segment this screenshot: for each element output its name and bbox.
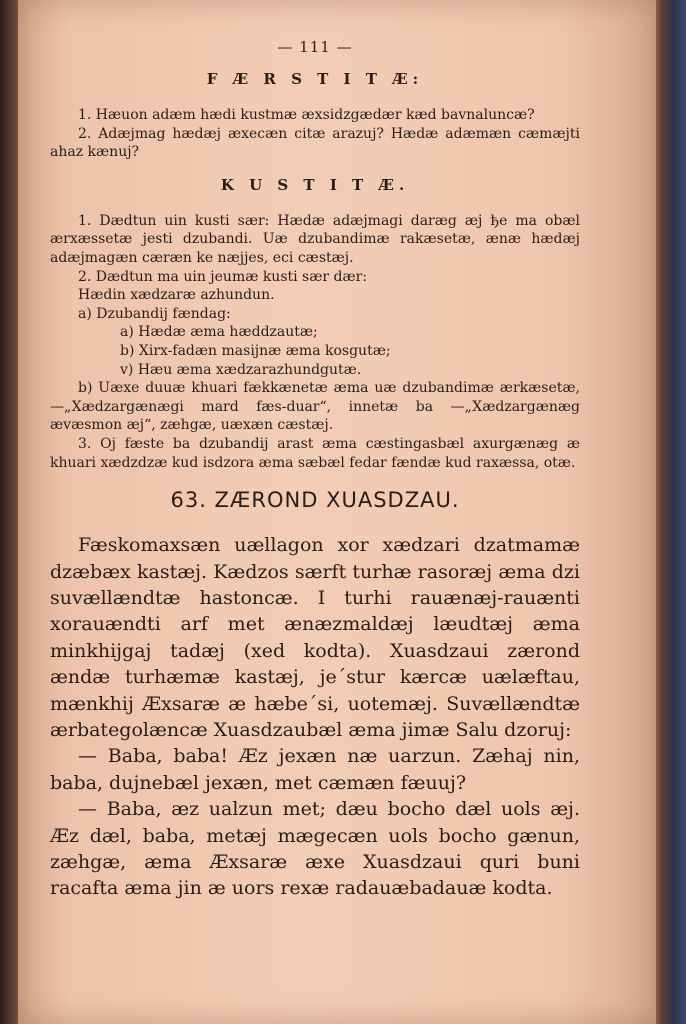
questions-list — [50, 106, 580, 162]
question-1: 1. Hæuon adæm hædi kustmæ æxsidzgædær kæd bavnaluncæ? — [78, 107, 535, 123]
section-title-questions: F Æ R S T I T Æ: — [206, 70, 424, 88]
chapter-text — [50, 532, 580, 902]
chapter-paragraph: — Baba, baba! Æz jexæn næ uarzun. Zæhaj nin, baba, dujnebæl jexæn, met cæmæn fæuuj? — [50, 745, 580, 794]
task-1: 1. Dædtun uin kusti sær: Hædæ adæjmagi daræg æj ђe ma obæl ærxæssetæ jesti dzubandi. Uæ dzubandimæ rakæsetæ, ænæ hædæj adæjmagæn cæræn ke næjjes, eci cæstæj. — [50, 212, 580, 266]
task-2-topic: Hædin xædzaræ azhundun. — [78, 287, 275, 304]
chapter-title: 63. ZÆROND XUASDZAU. — [170, 488, 460, 513]
chapter-paragraph: — Baba, æz ualzun met; dæu bocho dæl uols æj. Æz dæl, baba, metæj mægecæn uols bocho gænun, zæhgæ, æma Æxsaræ æxe Xuasdzaui quri buni racafta æma jin æ uors rexæ radauæbadauæ kodta. — [50, 798, 580, 900]
task-3: 3. Oj fæste ba dzubandij arast æma cæstingasbæl axurgænæg æ khuari xædzdzæ kud isdzora æma sæbæl fedar fændæ kud raxæssa, otæ. — [50, 435, 580, 471]
task-2-a-item: a) Hædæ æma hæddzautæ; — [120, 324, 318, 341]
task-2-a-item: v) Hæu æma xædzarazhundgutæ. — [120, 361, 362, 378]
task-2-a: a) Dzubandij fændag: — [78, 305, 231, 322]
book-page — [18, 0, 656, 1024]
section-title-tasks: K U S T I T Æ. — [220, 175, 410, 194]
task-2-intro: 2. Dædtun ma uin jeumæ kusti sær dær: — [78, 268, 368, 285]
task-2-b: b) Uæxe duuæ khuari fækkænetæ æma uæ dzubandimæ ærkæsetæ, —„Xædzargænægi mard fæs-duar“, innetæ ba —„Xædzargænæg ævæsmon æj“, zæhgæ, uæxæn cæstæj. — [50, 380, 580, 434]
page-number: — 111 — — [277, 38, 353, 56]
page-content — [50, 38, 580, 902]
question-2: 2. Adæjmag hædæj æxecæn citæ arazuj? Hædæ adæmæn cæmæjti ahaz kænuj? — [50, 125, 580, 161]
tasks-list — [50, 212, 580, 472]
task-2-a-item: b) Xirx-fadæn masijnæ æma kosgutæ; — [120, 342, 391, 359]
chapter-paragraph: Fæskomaxsæn uællagon xor xædzari dzatmamæ dzæbæx kastæj. Kædzos særft turhæ rasoræj æma dzi suvællændtæ hastoncæ. I turhi rauænæj-rauænti xorauændti arf met ænæzmaldæj læudtæj æma minkhijgaj tadæj (xed kodta). Xuasdzaui zærond ændæ turhæmæ kastæj, je´stur kærcæ uælæftau, mænkhij Æxsaræ æ hæbe´si, uotemæj. Suvællændtæ ærbategolæncæ Xuasdzaubæl æma jimæ Salu dzoruj: — [50, 534, 580, 741]
